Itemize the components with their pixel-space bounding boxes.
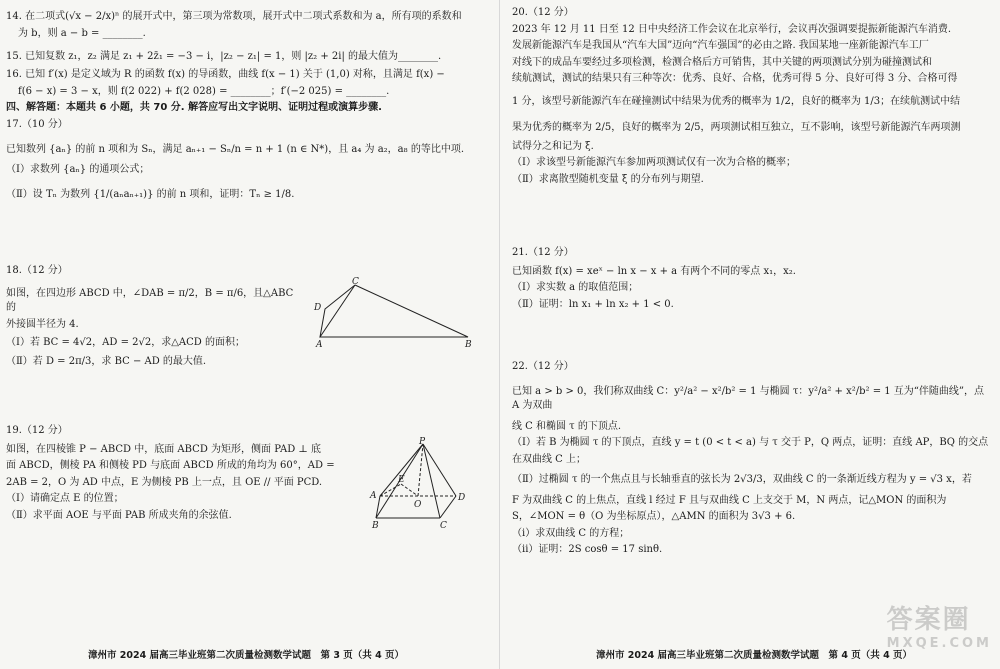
label-P: P: [419, 437, 426, 447]
q16-line-1: 16. 已知 f′(x) 是定义域为 R 的函数 f(x) 的导函数，曲线 f(x − 1) 关于 (1,0) 对称，且满足 f(x) −: [6, 69, 445, 80]
q22-line-9: （ii）证明：2S cosθ = 17 sinθ.: [512, 544, 663, 555]
label-D: D: [314, 303, 322, 313]
pyramid-figure: [366, 436, 476, 532]
watermark-main: 答案圈: [886, 605, 971, 635]
q19-line-1: 如图，在四棱锥 P − ABCD 中，底面 ABCD 为矩形，侧面 PAD ⊥ 底: [6, 443, 322, 455]
q14-line-1: 14. 在二项式(√x − 2/x)ⁿ 的展开式中，第三项为常数项，展开式中二项式系数和为 a，所有项的系数和: [6, 11, 462, 22]
question-21: [512, 246, 994, 314]
q19-line-5: （Ⅱ）求平面 AOE 与平面 PAB 所成夹角的余弦值.: [6, 509, 232, 521]
left-page-footer: 漳州市 2024 届高三毕业班第二次质量检测数学试题 第 3 页（共 4 页）: [87, 650, 404, 661]
label-B: B: [465, 340, 472, 348]
q18-line-3: （Ⅰ）若 BC = 4√2，AD = 2√2，求△ACD 的面积；: [6, 337, 245, 348]
section-4-text: 四、解答题：本题共 6 小题，共 70 分. 解答应写出文字说明、证明过程或演算步骤.: [6, 102, 382, 113]
label-A: A: [316, 340, 323, 348]
q17-line-1: 已知数列 {aₙ} 的前 n 项和为 Sₙ，满足 aₙ₊₁ − Sₙ/n = n + 1 (n ∈ N*)，且 a₄ 为 a₂，a₈ 的等比中项.: [6, 143, 465, 155]
q21-line-2: （Ⅰ）求实数 a 的取值范围；: [512, 282, 639, 293]
q21-head: 21.（12 分）: [512, 247, 574, 258]
q21-line-3: （Ⅱ）证明：ln x₁ + ln x₂ + 1 < 0.: [512, 298, 674, 310]
right-page: [508, 0, 1000, 669]
label-C: C: [440, 521, 447, 531]
q16-line-2: f(6 − x) = 3 − x，则 f(2 022) + f(2 028) = ________；f′(−2 025) = ________.: [18, 85, 390, 97]
q19-head: 19.（12 分）: [6, 425, 68, 436]
q19-line-3: 2AB = 2，O 为 AD 中点，E 为侧棱 PB 上一点，且 OE // 平面 PCD.: [6, 476, 323, 488]
q17-head: 17.（10 分）: [6, 119, 68, 130]
q17-line-3: （Ⅱ）设 Tₙ 为数列 {1/(aₙaₙ₊₁)} 的前 n 项和，证明：Tₙ ≥ 1/8.: [6, 188, 295, 200]
right-page-footer: 漳州市 2024 届高三毕业班第二次质量检测数学试题 第 4 页（共 4 页）: [595, 650, 912, 661]
left-page: [0, 0, 492, 669]
q17-line-2: （Ⅰ）求数列 {aₙ} 的通项公式；: [6, 164, 150, 175]
label-C: C: [352, 277, 359, 287]
label-E: E: [398, 475, 405, 485]
q15-line: 15. 已知复数 z₁，z₂ 满足 z₁ + 2z̄₁ = −3 − i，|z₂ − z₁| = 1，则 |z₂ + 2i| 的最大值为________.: [6, 51, 442, 62]
q20-line-6: 果为优秀的概率为 2/5，良好的概率为 2/5，两项测试相互独立，互不影响，该型号新能源汽车两项测: [512, 122, 961, 133]
q22-line-8: （i）求双曲线 C 的方程；: [512, 527, 630, 539]
q22-head: 22.（12 分）: [512, 361, 574, 372]
page-divider: [499, 0, 500, 669]
q20-line-4: 续航测试，测试的结果只有三种等次：优秀、良好、合格，优秀可得 5 分、良好可得 3 分、合格可得: [512, 73, 958, 84]
question-18: [6, 264, 302, 371]
question-15: [6, 50, 488, 67]
q22-line-6: F 为双曲线 C 的上焦点，直线 l 经过 F 且与双曲线 C 上支交于 M，N 两点，记△MON 的面积为: [512, 494, 947, 506]
q14-line-2: 为 b，则 a − b = ________.: [18, 27, 146, 39]
q20-line-8: （Ⅰ）求该型号新能源汽车参加两项测试仅有一次为合格的概率；: [512, 157, 796, 168]
q19-line-4: （Ⅰ）请确定点 E 的位置；: [6, 493, 124, 504]
q19-line-2: 面 ABCD，侧棱 PA 和侧棱 PD 与底面 ABCD 所成的角均为 60°，AD =: [6, 460, 335, 471]
label-D: D: [458, 493, 466, 503]
q22-line-3: （Ⅰ）若 B 为椭圆 τ 的下顶点，直线 y = t (0 < t < a) 与 τ 交于 P，Q 两点，证明：直线 AP，BQ 的交点: [512, 437, 989, 448]
watermark-logo: [887, 599, 992, 651]
question-20: [512, 6, 994, 189]
label-O: O: [414, 500, 422, 510]
section-4-heading: [6, 101, 488, 118]
label-A: A: [370, 491, 377, 501]
quadrilateral-figure: [310, 276, 480, 348]
question-14: [6, 10, 488, 43]
q20-line-5: 1 分，该型号新能源汽车在碰撞测试中结果为优秀的概率为 1/2，良好的概率为 1/3；在续航测试中结: [512, 95, 961, 107]
q18-line-4: （Ⅱ）若 D = 2π/3，求 BC − AD 的最大值.: [6, 355, 207, 367]
question-17: [6, 118, 488, 204]
q20-head: 20.（12 分）: [512, 7, 574, 18]
q20-line-3: 对线下的成品车要经过多项检测，检测合格后方可销售，其中关键的两项测试分别为碰撞测试和: [512, 56, 932, 68]
q22-line-7: S，∠MON = θ（O 为坐标原点），△AMN 的面积为 3√3 + 6.: [512, 511, 796, 522]
q18-line-2: 外接圆半径为 4.: [6, 318, 79, 330]
q22-line-4: 在双曲线 C 上；: [512, 453, 587, 465]
question-22: [512, 360, 994, 560]
q22-line-5: （Ⅱ）过椭圆 τ 的一个焦点且与长轴垂直的弦长为 2√3/3，双曲线 C 的一条渐近线方程为 y = √3 x，若: [512, 474, 972, 485]
q20-line-7: 试得分之和记为 ξ.: [512, 140, 594, 152]
q18-line-1: 如图，在四边形 ABCD 中，∠DAB = π/2，B = π/6，且△ABC 的: [6, 287, 294, 313]
q20-line-1: 2023 年 12 月 11 日至 12 日中央经济工作会议在北京举行，会议再次强调要提振新能源汽车消费.: [512, 23, 952, 35]
question-16: [6, 68, 488, 101]
q22-line-1: 已知 a > b > 0，我们称双曲线 C：y²/a² − x²/b² = 1 与椭圆 τ：y²/a² + x²/b² = 1 互为“伴随曲线”，点 A 为双曲: [512, 385, 985, 411]
q18-head: 18.（12 分）: [6, 265, 68, 276]
label-B: B: [372, 521, 379, 531]
q20-line-9: （Ⅱ）求离散型随机变量 ξ 的分布列与期望.: [512, 173, 704, 185]
q22-line-2: 线 C 和椭圆 τ 的下顶点.: [512, 420, 622, 432]
watermark-sub: MXQE.COM: [886, 636, 992, 651]
q20-line-2: 发展新能源汽车是我国从“汽车大国”迈向“汽车强国”的必由之路. 我国某地一座新能源汽车工厂: [512, 40, 929, 51]
q21-line-1: 已知函数 f(x) = xeˣ − ln x − x + a 有两个不同的零点 x₁，x₂.: [512, 265, 796, 277]
